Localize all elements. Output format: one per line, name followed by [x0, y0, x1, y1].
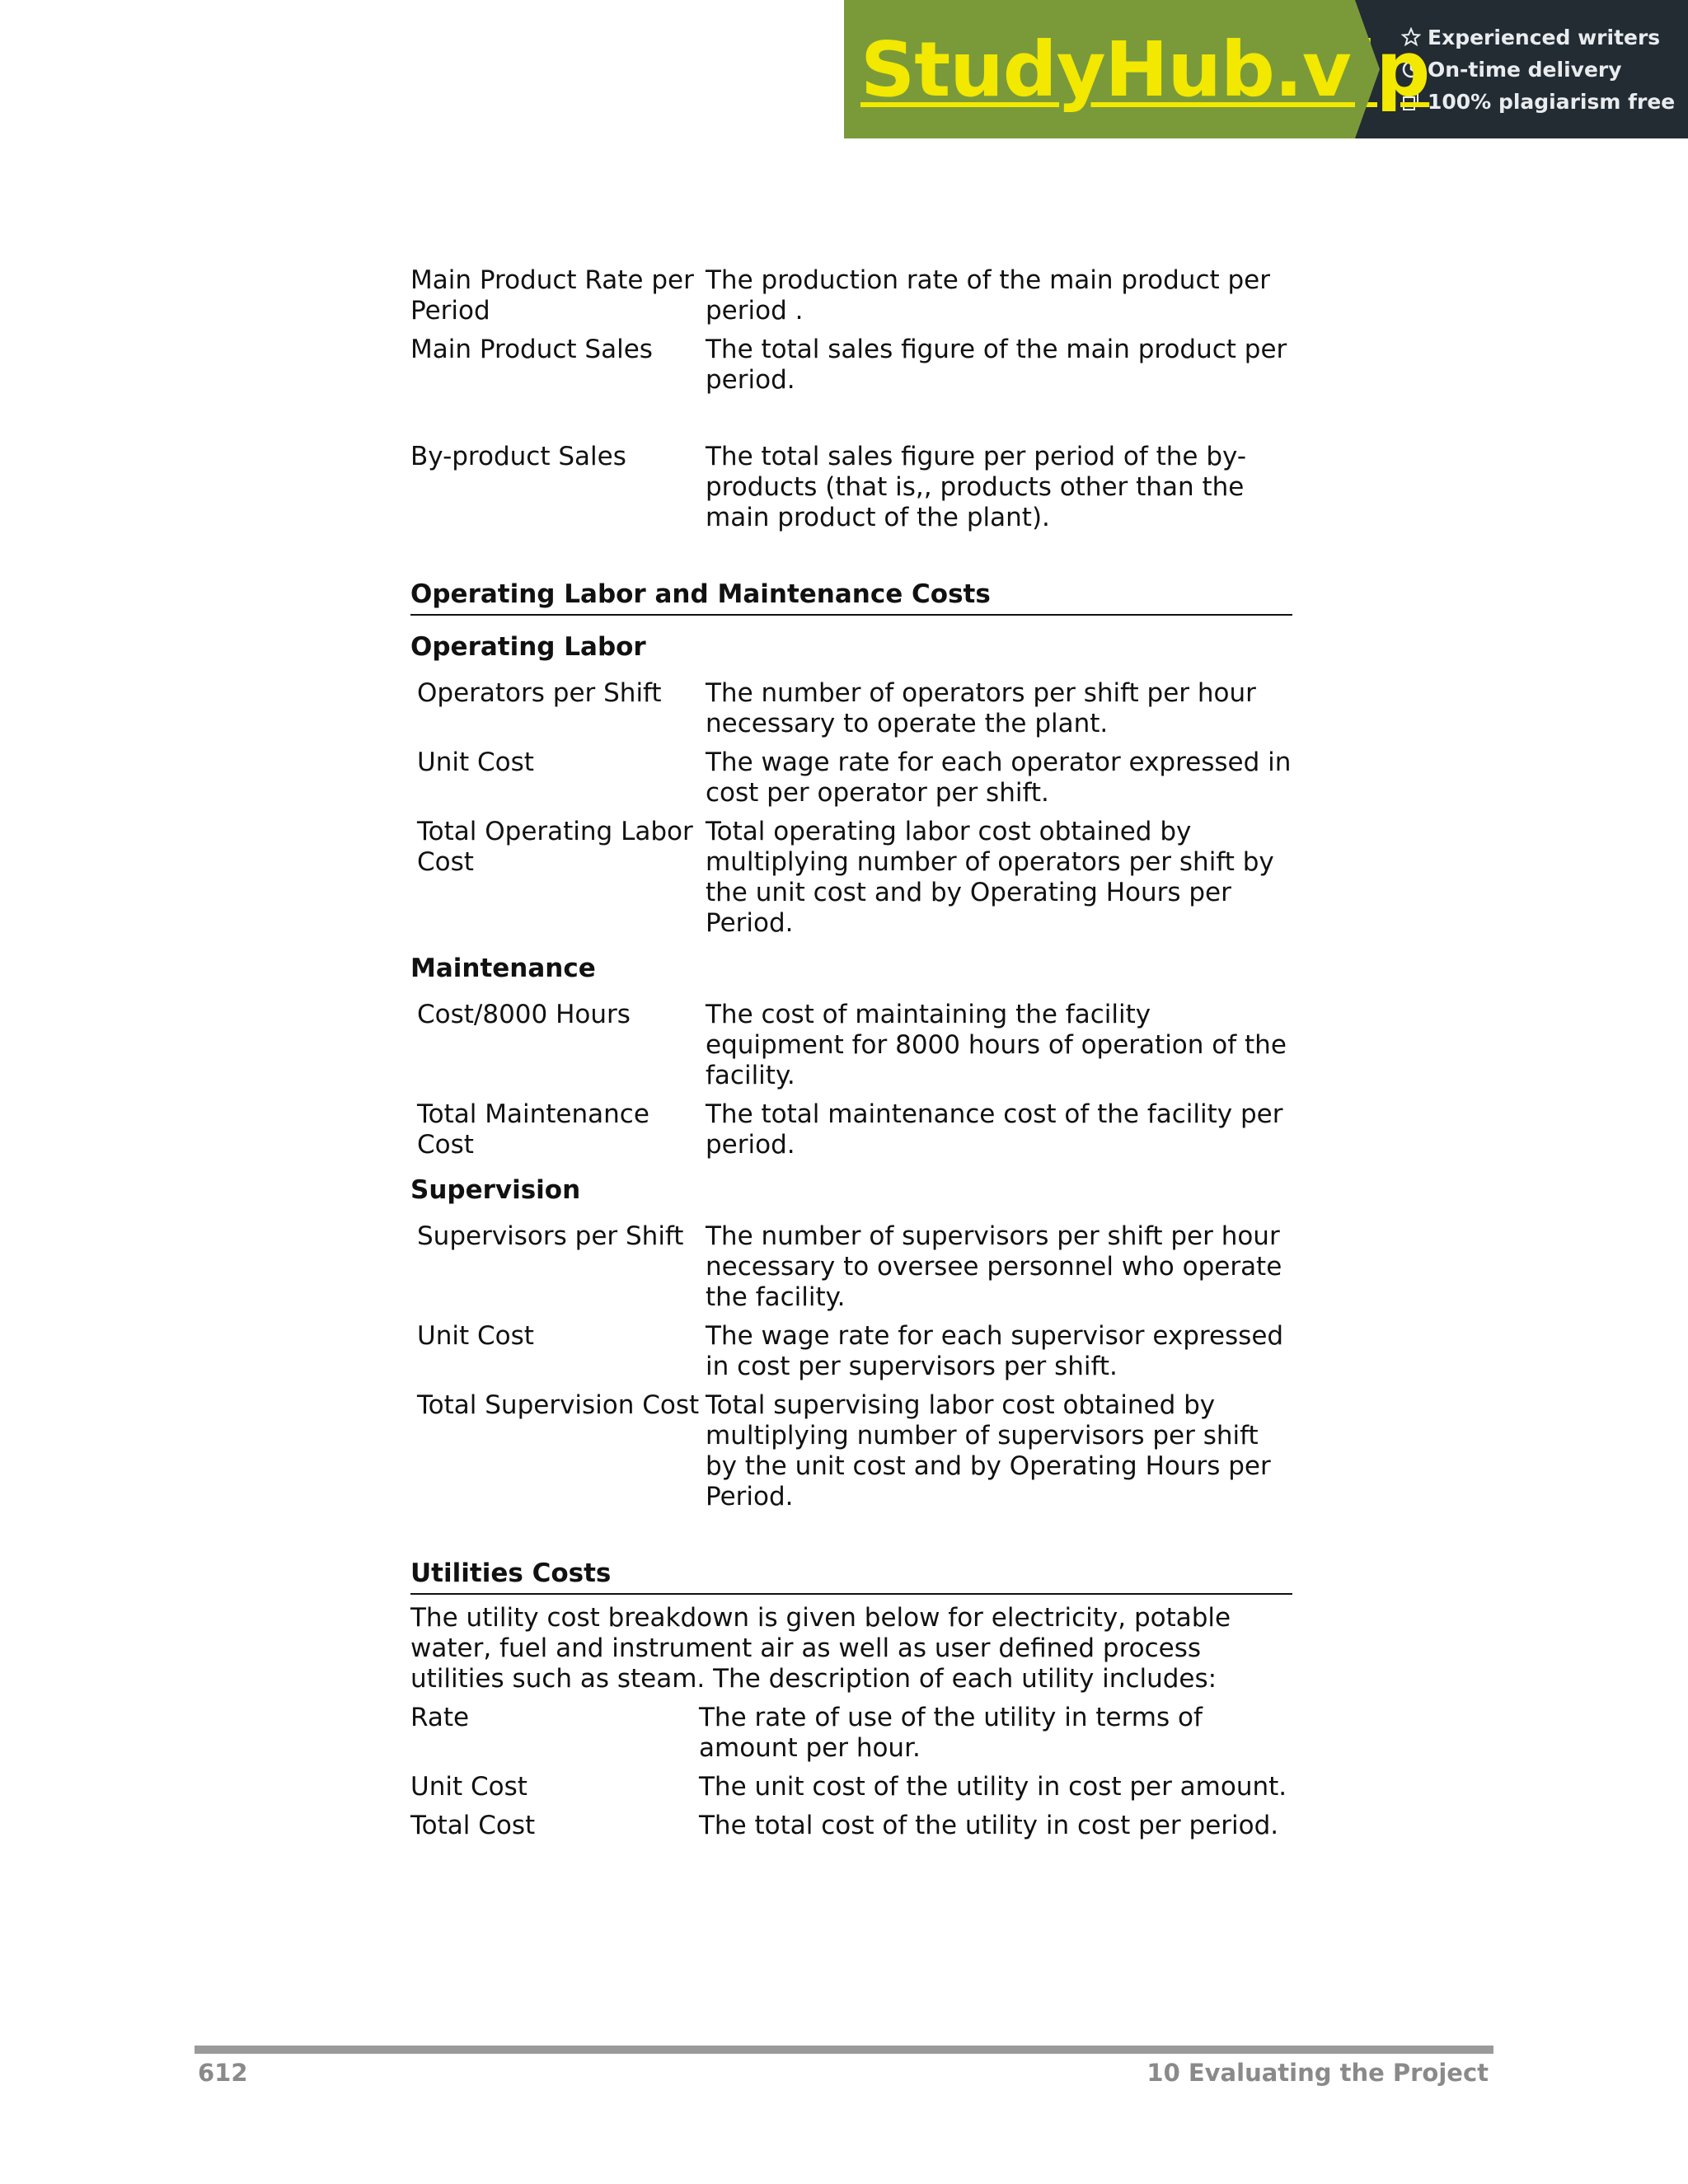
definition-row	[410, 1390, 1292, 1512]
description: The number of operators per shift per hour necessary to operate the plant.	[706, 678, 1256, 738]
definition-row	[410, 335, 1292, 396]
description: The wage rate for each supervisor expressed in cost per supervisors per shift.	[706, 1321, 1284, 1381]
description: The total sales figure of the main product per period.	[706, 335, 1287, 395]
utilities-intro: The utility cost breakdown is given below for electricity, potable water, fuel and instrument air as well as user defined process utilities such as steam. The description of each utility includes:	[410, 1603, 1231, 1694]
description: The unit cost of the utility in cost per amount.	[699, 1772, 1287, 1802]
feature-label: Experienced writers	[1428, 25, 1661, 49]
description: Total operating labor cost obtained by multiplying number of operators per shift by the unit cost and by Operating Hours per Period.	[706, 817, 1274, 938]
definition-row	[410, 442, 1292, 533]
definition-row	[410, 817, 1292, 939]
description: The number of supervisors per shift per hour necessary to oversee personnel who operate the facility.	[706, 1221, 1282, 1312]
definition-row	[410, 1099, 1292, 1160]
description: The cost of maintaining the facility equipment for 8000 hours of operation of the facility.	[706, 1000, 1287, 1090]
feature-on-time-delivery	[1401, 58, 1688, 82]
definition-row	[410, 678, 1292, 739]
subsection-title-maintenance: Maintenance	[410, 954, 596, 983]
page-number: 612	[198, 2059, 248, 2087]
footer-rule	[195, 2046, 1493, 2054]
definition-row	[410, 1811, 1292, 1841]
description: The total sales figure per period of the by-products (that is,, products other than the main product of the plant).	[706, 442, 1247, 532]
subsection-title-supervision: Supervision	[410, 1175, 581, 1205]
section-title-utilities: Utilities Costs	[410, 1558, 1292, 1595]
description: The production rate of the main product per period .	[706, 265, 1270, 326]
definition-row	[410, 1000, 1292, 1091]
term: Total Operating Labor Cost	[417, 817, 693, 877]
term: Total Supervision Cost	[417, 1390, 700, 1420]
term: Supervisors per Shift	[417, 1221, 684, 1251]
definition-row	[410, 1321, 1292, 1382]
term: Total Maintenance Cost	[417, 1099, 649, 1160]
definition-row	[410, 1221, 1292, 1313]
term: Main Product Sales	[410, 335, 653, 364]
term: Unit Cost	[417, 1321, 534, 1351]
term: Operators per Shift	[417, 678, 662, 708]
studyhub-banner[interactable]	[844, 0, 1688, 138]
feature-label: 100% plagiarism free	[1428, 89, 1676, 114]
definition-row	[410, 265, 1292, 326]
description: The wage rate for each operator expressed in cost per operator per shift.	[706, 748, 1292, 808]
subsection-title-operating-labor: Operating Labor	[410, 632, 646, 662]
document-body	[410, 265, 1292, 1841]
description: Total supervising labor cost obtained by multiplying number of supervisors per shift by the unit cost and by Operating Hours per Period.	[706, 1390, 1271, 1511]
definition-row	[410, 1703, 1292, 1764]
chapter-title: 10 Evaluating the Project	[1146, 2059, 1489, 2087]
logo-text: StudyHub.vip	[860, 25, 1430, 114]
definition-row	[410, 1772, 1292, 1802]
feature-label: On-time delivery	[1428, 57, 1622, 82]
term: Total Cost	[410, 1811, 536, 1840]
term: Unit Cost	[410, 1772, 528, 1802]
description: The total cost of the utility in cost per period.	[699, 1811, 1279, 1840]
definition-row	[410, 748, 1292, 808]
term: Cost/8000 Hours	[417, 1000, 631, 1029]
term: Main Product Rate per Period	[410, 265, 694, 326]
term: Unit Cost	[417, 748, 534, 777]
description: The rate of use of the utility in terms of amount per hour.	[699, 1703, 1203, 1763]
description: The total maintenance cost of the facility per period.	[706, 1099, 1283, 1160]
term: By-product Sales	[410, 442, 626, 471]
section-title-labor: Operating Labor and Maintenance Costs	[410, 579, 1292, 616]
term: Rate	[410, 1703, 470, 1732]
studyhub-logo	[844, 0, 1430, 138]
feature-experienced-writers	[1401, 26, 1688, 49]
feature-plagiarism-free	[1401, 90, 1688, 114]
